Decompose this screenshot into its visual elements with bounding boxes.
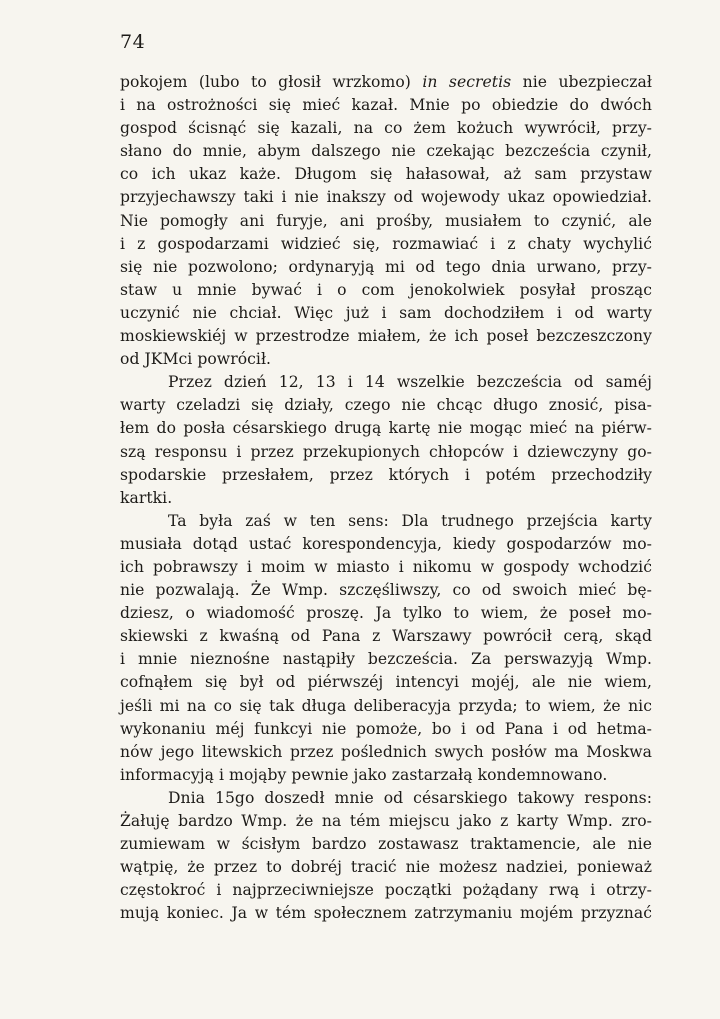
text-line-content: Przez dzień 12, 13 i 14 wszelkie bezcześcia od saméj xyxy=(168,373,652,392)
text-line-content: staw u mnie bywać i o com jenokolwiek posyłał prosząc xyxy=(120,280,652,299)
text-line-content: częstokroć i najprzeciwniejsze początki pożądany rwą i otrzy- xyxy=(120,881,652,900)
text-line-content: Dnia 15go doszedł mnie od césarskiego takowy respons: xyxy=(168,788,652,807)
text-line xyxy=(120,487,652,510)
text-line-content: słano do mnie, abym dalszego nie czekając bezcześcia czynił, xyxy=(120,142,652,161)
text-line-content: nie ubezpieczał xyxy=(511,73,652,91)
text-line xyxy=(120,671,652,694)
text-line-content: łem do posła césarskiego drugą kartę nie mogąc mieć na piérw- xyxy=(120,419,652,438)
text-line-content: wątpię, że przez to dobréj tracić nie możesz nadziei, ponieważ xyxy=(120,858,652,877)
text-line xyxy=(120,348,652,371)
text-line xyxy=(120,394,652,417)
text-line xyxy=(120,117,652,140)
text-line-content: cofnąłem się był od piérwszéj intencyi mojéj, ale nie wiem, xyxy=(120,673,652,692)
text-line xyxy=(120,810,652,833)
text-line-content: przyjechawszy taki i nie inakszy od wojewody ukaz opowiedział. xyxy=(120,188,652,207)
text-line-content: uczynić nie chciał. Więc już i sam dochodziłem i od warty xyxy=(120,303,652,322)
text-line-content: mują koniec. Ja w tém społecznem zatrzymaniu mojém przyznać xyxy=(120,904,652,923)
text-line xyxy=(120,510,652,533)
text-line xyxy=(120,464,652,487)
text-line-content: ich pobrawszy i moim w miasto i nikomu w gospody wchodzić xyxy=(120,557,652,576)
text-line xyxy=(120,302,652,325)
text-line-content: dziesz, o wiadomość proszę. Ja tylko to wiem, że poseł mo- xyxy=(120,604,652,623)
text-line xyxy=(120,71,652,94)
text-line-content: informacyją i mojąby pewnie jako zastarzałą kondemnowano. xyxy=(120,765,608,784)
text-line xyxy=(120,279,652,302)
text-line xyxy=(120,879,652,902)
text-line-content: jeśli mi na co się tak długa deliberacyja przyda; to wiem, że nic xyxy=(120,696,652,715)
text-line xyxy=(120,787,652,810)
text-line xyxy=(120,902,652,925)
page-number: 74 xyxy=(120,31,146,53)
text-line-content: gospod ścisnąć się kazali, na co żem kożuch wywrócił, przy- xyxy=(120,119,652,138)
text-line-content: zumiewam w ścisłym bardzo zostawasz traktamencie, ale nie xyxy=(120,835,652,854)
text-line xyxy=(120,602,652,625)
text-line xyxy=(120,441,652,464)
text-line xyxy=(120,210,652,233)
text-line-content: Żałuję bardzo Wmp. że na tém miejscu jako z karty Wmp. zro- xyxy=(120,812,652,830)
text-line xyxy=(120,648,652,671)
text-line xyxy=(120,533,652,556)
text-line xyxy=(120,695,652,718)
text-line-content: musiała dotąd ustać korespondencyja, kiedy gospodarzów mo- xyxy=(120,534,652,553)
text-line xyxy=(120,741,652,764)
text-line xyxy=(120,718,652,741)
text-line-content: Ta była zaś w ten sens: Dla trudnego przejścia karty xyxy=(168,511,652,530)
text-line xyxy=(120,256,652,279)
text-line xyxy=(120,163,652,186)
text-line-content: spodarskie przesłałem, przez których i potém przechodziły xyxy=(120,465,652,484)
text-line-content: pokojem (lubo to głosił wrzkomo) xyxy=(120,73,423,91)
text-line xyxy=(120,94,652,117)
body-text xyxy=(120,71,652,925)
text-line-content: i na ostrożności się mieć kazał. Mnie po obiedzie do dwóch xyxy=(120,96,652,115)
text-line xyxy=(120,556,652,579)
text-line-content: warty czeladzi się działy, czego nie chcąc długo znosić, pisa- xyxy=(120,396,652,415)
text-line xyxy=(120,579,652,602)
text-line-content: moskiewskiéj w przestrodze miałem, że ich poseł bezczeszczony xyxy=(120,327,652,346)
text-line-content: co ich ukaz każe. Długom się hałasował, aż sam przystaw xyxy=(120,165,652,184)
text-line-content: i mnie nieznośne nastąpiły bezcześcia. Za perswazyją Wmp. xyxy=(120,650,652,669)
italic-phrase: in secretis xyxy=(422,73,512,91)
text-line-content: szą responsu i przez przekupionych chłopców i dziewczyny go- xyxy=(120,442,652,461)
text-line xyxy=(120,856,652,879)
text-line-content: od JKMci powrócił. xyxy=(120,350,272,369)
text-line xyxy=(120,417,652,440)
text-line-content: Nie pomogły ani furyje, ani prośby, musiałem to czynić, ale xyxy=(120,211,652,230)
text-line xyxy=(120,833,652,856)
text-line xyxy=(120,140,652,163)
text-line-content: wykonaniu méj funkcyi nie pomoże, bo i od Pana i od hetma- xyxy=(120,719,652,738)
text-line-content: nów jego litewskich przez poślednich swych posłów ma Moskwa xyxy=(120,742,652,761)
text-line-content: się nie pozwolono; ordynaryją mi od tego dnia urwano, przy- xyxy=(120,257,652,276)
text-line xyxy=(120,325,652,348)
text-line xyxy=(120,764,652,787)
text-line-content: skiewski z kwaśną od Pana z Warszawy powrócił cerą, skąd xyxy=(120,627,652,646)
text-line-content: nie pozwalają. Że Wmp. szczęśliwszy, co od swoich mieć bę- xyxy=(120,581,652,600)
text-line-content: i z gospodarzami widzieć się, rozmawiać i z chaty wychylić xyxy=(120,234,652,253)
text-line xyxy=(120,625,652,648)
text-line-content: kartki. xyxy=(120,488,173,507)
text-line xyxy=(120,233,652,256)
text-line xyxy=(120,186,652,209)
text-line xyxy=(120,371,652,394)
